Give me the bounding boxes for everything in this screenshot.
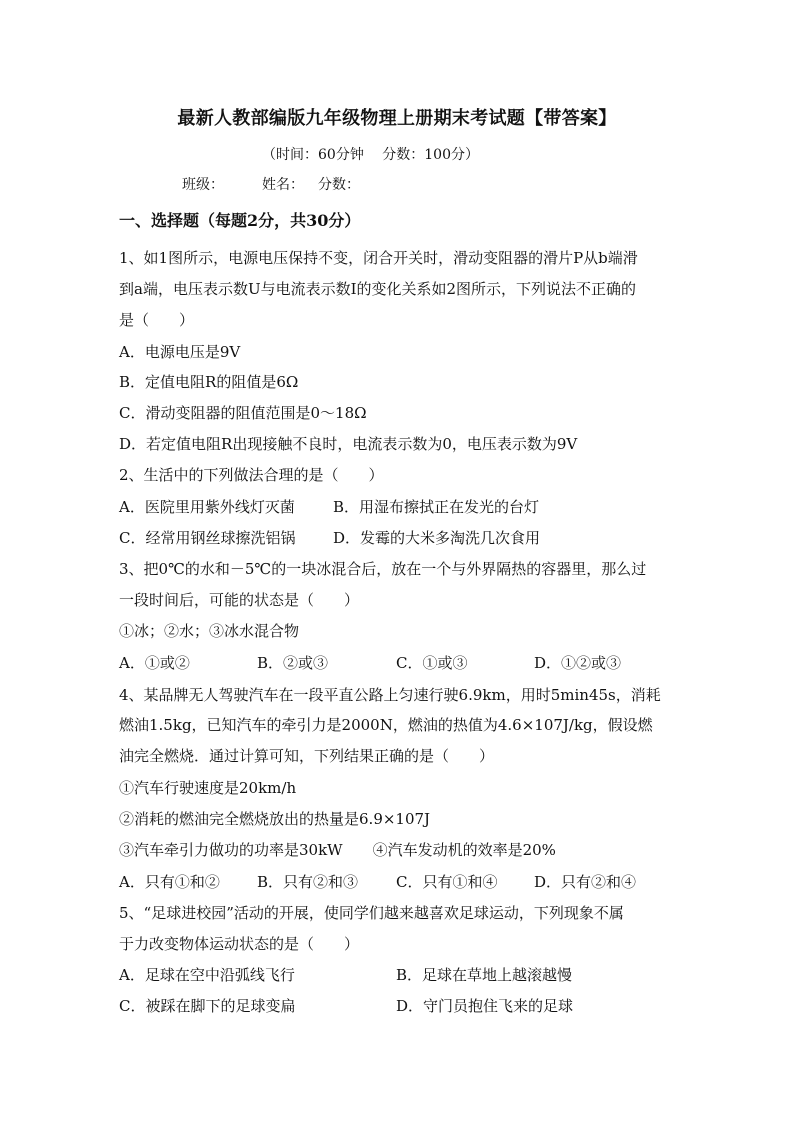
q4-option-d: D．只有②和④ xyxy=(534,873,637,891)
q2-option-d: D．发霉的大米多淘洗几次食用 xyxy=(333,529,541,547)
q1-stem-line3: 是（ ） xyxy=(119,311,195,329)
q4-stem-line2: 燃油1.5kg，已知汽车的牵引力是2000N，燃油的热值为4.6×107J/kg，假设燃 xyxy=(119,716,653,734)
q3-option-d: D．①②或③ xyxy=(534,654,622,672)
section-heading: 一、选择题（每题2分，共30分） xyxy=(119,211,361,230)
q4-statement-2: ②消耗的燃油完全燃烧放出的热量是6.9×107J xyxy=(119,810,431,828)
q3-option-c: C．①或③ xyxy=(396,654,468,672)
q1-option-b: B．定值电阻R的阻值是6Ω xyxy=(119,373,299,391)
name-label: 姓名： xyxy=(262,177,304,193)
q1-option-a: A．电源电压是9V xyxy=(119,343,241,361)
q4-option-a: A．只有①和② xyxy=(119,873,220,891)
q5-option-b: B．足球在草地上越滚越慢 xyxy=(396,966,573,984)
q5-option-d: D．守门员抱住飞来的足球 xyxy=(396,997,574,1015)
q2-stem: 2、生活中的下列做法合理的是（ ） xyxy=(119,466,384,484)
q5-option-c: C．被踩在脚下的足球变扁 xyxy=(119,997,296,1015)
score-label: 分数： xyxy=(318,177,360,193)
q5-stem-line2: 于力改变物体运动状态的是（ ） xyxy=(119,935,360,953)
q2-option-c: C．经常用钢丝球擦洗铝锅 xyxy=(119,529,296,547)
q5-option-a: A．足球在空中沿弧线飞行 xyxy=(119,966,295,984)
q4-statement-1: ①汽车行驶速度是20km/h xyxy=(119,779,297,797)
q5-stem-line1: 5、“足球进校园”活动的开展，使同学们越来越喜欢足球运动，下列现象不属 xyxy=(119,904,624,922)
q4-stem-line1: 4、某品牌无人驾驶汽车在一段平直公路上匀速行驶6.9km，用时5min45s，消耗 xyxy=(119,686,661,704)
q2-option-a: A．医院里用紫外线灯灭菌 xyxy=(119,498,295,516)
q2-option-b: B．用湿布擦拭正在发光的台灯 xyxy=(333,498,540,516)
q4-stem-line3: 油完全燃烧．通过计算可知，下列结果正确的是（ ） xyxy=(119,747,495,765)
q3-stem-line1: 3、把0℃的水和－5℃的一块冰混合后，放在一个与外界隔热的容器里，那么过 xyxy=(119,560,647,578)
q4-statement-3-4: ③汽车牵引力做功的功率是30kW ④汽车发动机的效率是20% xyxy=(119,841,556,859)
q1-stem-line1: 1、如1图所示，电源电压保持不变，闭合开关时，滑动变阻器的滑片P从b端滑 xyxy=(119,249,638,267)
q1-stem-line2: 到a端，电压表示数U与电流表示数I的变化关系如2图所示，下列说法不正确的 xyxy=(119,280,637,298)
q3-choices: ①冰；②水；③冰水混合物 xyxy=(119,622,300,640)
q4-option-b: B．只有②和③ xyxy=(257,873,359,891)
q1-option-d: D．若定值电阻R出现接触不良时，电流表示数为0，电压表示数为9V xyxy=(119,435,578,453)
q3-option-b: B．②或③ xyxy=(257,654,329,672)
page-title: 最新人教部编版九年级物理上册期末考试题【带答案】 xyxy=(177,108,617,129)
time-score-line: （时间：60分钟 分数：100分） xyxy=(262,147,479,163)
q4-option-c: C．只有①和④ xyxy=(396,873,498,891)
q3-option-a: A．①或② xyxy=(119,654,190,672)
class-label: 班级： xyxy=(182,177,224,193)
q1-option-c: C．滑动变阻器的阻值范围是0～18Ω xyxy=(119,404,367,422)
q3-stem-line2: 一段时间后，可能的状态是（ ） xyxy=(119,591,360,609)
